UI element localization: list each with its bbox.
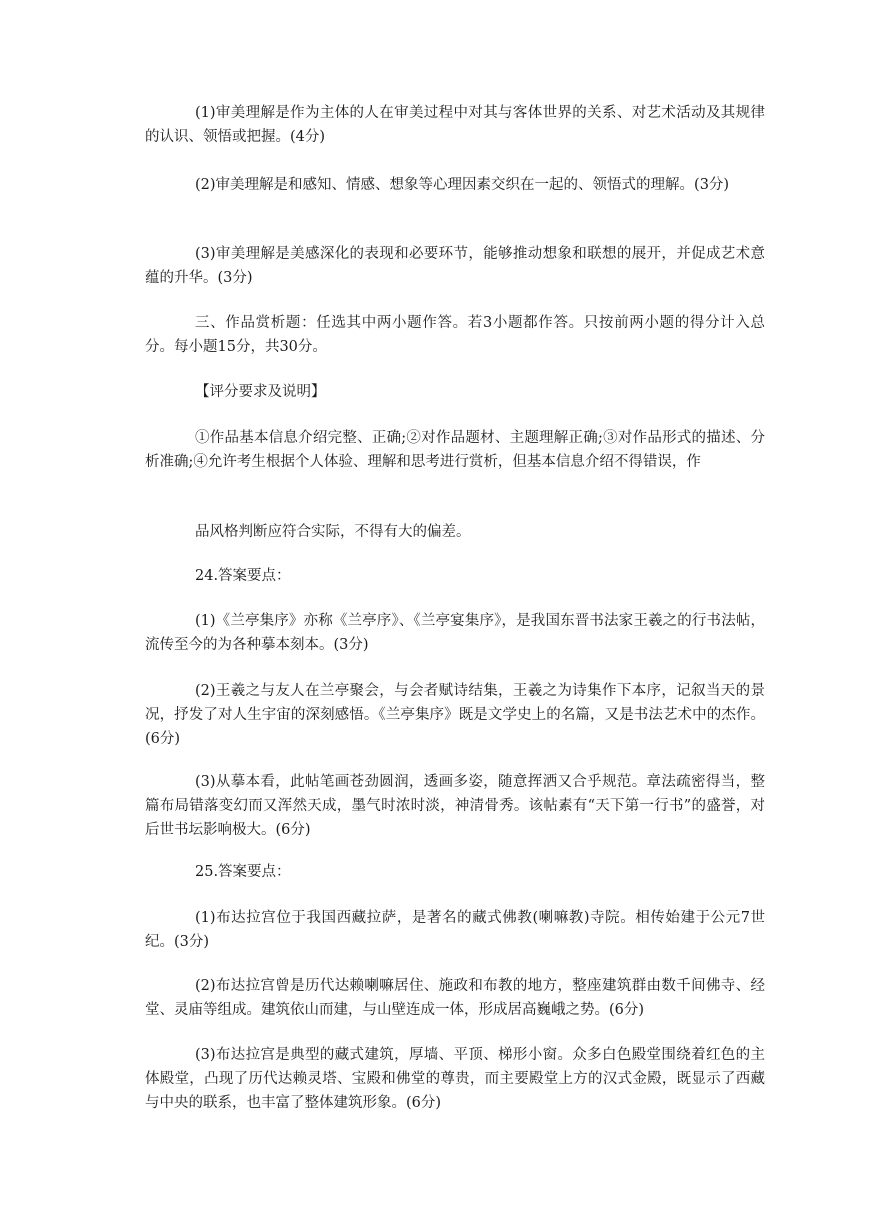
question-24-point-1: (1)《兰亭集序》亦称《兰亭序》、《兰亭宴集序》，是我国东晋书法家王羲之的行书法帖，流传至今的为各种摹本刻本。(3分) bbox=[145, 613, 765, 653]
scoring-requirements-text: ①作品基本信息介绍完整、正确;②对作品题材、主题理解正确;③对作品形式的描述、分析准确;④允许考生根据个人体验、理解和思考进行赏析，但基本信息介绍不得错误，作 bbox=[145, 430, 765, 470]
question-25-point-3: (3)布达拉宫是典型的藏式建筑，厚墙、平顶、梯形小窗。众多白色殿堂围绕着红色的主体殿堂，凸现了历代达赖灵塔、宝殿和佛堂的尊贵，而主要殿堂上方的汉式金殿，既显示了西藏与中央的联系，也丰富了整体建筑形象。(6分) bbox=[145, 1047, 765, 1111]
question-24-heading: 24.答案要点： bbox=[195, 568, 291, 584]
question-25-point-1: (1)布达拉宫位于我国西藏拉萨，是著名的藏式佛教(喇嘛教)寺院。相传始建于公元7世纪。(3分) bbox=[145, 910, 765, 950]
question-24-point-2: (2)王羲之与友人在兰亭聚会，与会者赋诗结集，王羲之为诗集作下本序，记叙当天的景况，抒发了对人生宇宙的深刻感悟。《兰亭集序》既是文学史上的名篇，又是书法艺术中的杰作。(6分) bbox=[145, 683, 765, 747]
question-24-point-3: (3)从摹本看，此帖笔画苍劲圆润，透画多姿，随意挥洒又合乎规范。章法疏密得当，整篇布局错落变幻而又浑然天成，墨气时浓时淡，神清骨秀。该帖素有“天下第一行书”的盛誉，对后世书坛影响极大。(6分) bbox=[145, 774, 765, 838]
paragraph-aesthetic-understanding-1: (1)审美理解是作为主体的人在审美过程中对其与客体世界的关系、对艺术活动及其规律的认识、领悟或把握。(4分) bbox=[145, 105, 765, 145]
scoring-requirements-heading: 【评分要求及说明】 bbox=[195, 384, 326, 400]
paragraph-aesthetic-understanding-2: (2)审美理解是和感知、情感、想象等心理因素交织在一起的、领悟式的理解。(3分) bbox=[195, 177, 730, 193]
question-25-heading: 25.答案要点： bbox=[195, 864, 291, 880]
scoring-requirements-continued: 品风格判断应符合实际，不得有大的偏差。 bbox=[195, 524, 471, 540]
question-25-point-2: (2)布达拉宫曾是历代达赖喇嘛居住、施政和布教的地方，整座建筑群由数千间佛寺、经堂、灵庙等组成。建筑依山而建，与山壁连成一体，形成居高巍峨之势。(6分) bbox=[145, 978, 765, 1018]
paragraph-aesthetic-understanding-3: (3)审美理解是美感深化的表现和必要环节，能够推动想象和联想的展开，并促成艺术意蕴的升华。(3分) bbox=[145, 246, 765, 286]
section-heading-appreciation: 三、作品赏析题：任选其中两小题作答。若3小题都作答。只按前两小题的得分计入总分。每小题15分，共30分。 bbox=[145, 315, 765, 355]
